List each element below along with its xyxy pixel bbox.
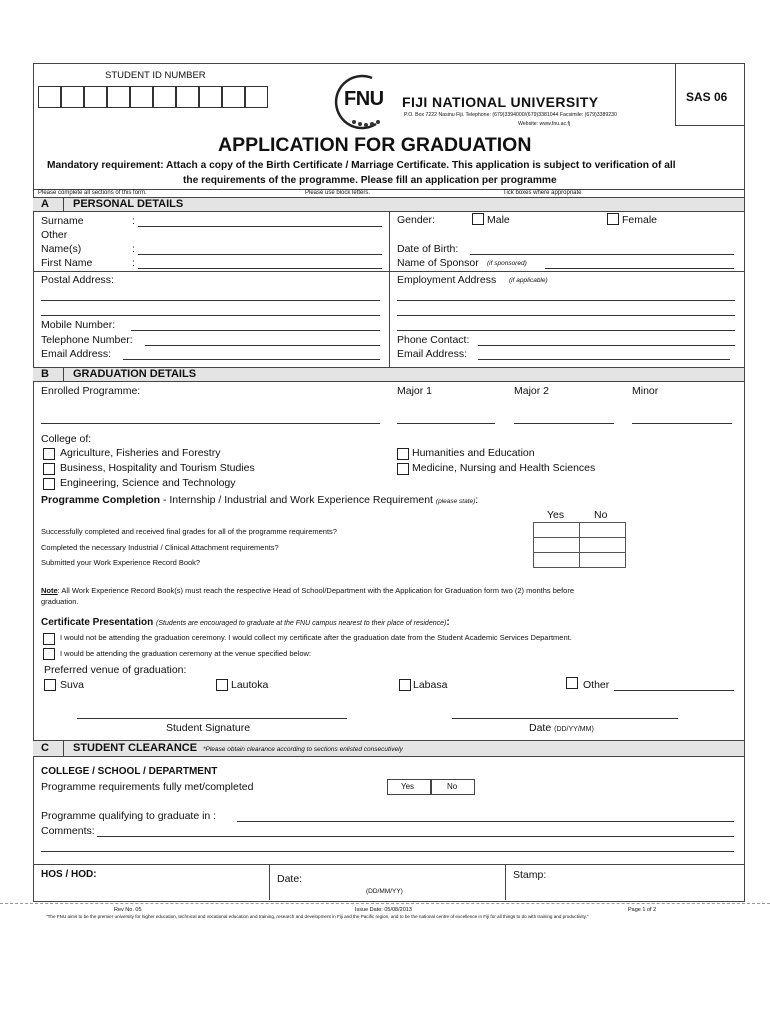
comments-field-2[interactable] (41, 851, 734, 852)
employment-address-label: Employment Address (397, 274, 497, 286)
cert-option: I would be attending the graduation ceremony at the venue specified below: (60, 649, 312, 658)
issue-date: Issue Date: 05/08/2013 (355, 907, 412, 913)
college-checkbox[interactable] (43, 448, 55, 460)
mobile-field[interactable] (131, 330, 380, 331)
date-label (529, 722, 594, 734)
mandatory-line2: the requirements of the programme. Please fill an application per programme (183, 175, 557, 186)
yes-cell[interactable] (534, 538, 580, 553)
venue-checkbox[interactable] (399, 679, 411, 691)
major2-label: Major 2 (514, 385, 550, 397)
sponsor-label: Name of Sponsor (397, 257, 479, 269)
requirements-label: Programme requirements fully met/completed (41, 781, 254, 793)
section-title: GRADUATION DETAILS (73, 368, 197, 380)
colon: : (132, 243, 135, 255)
student-id-label: STUDENT ID NUMBER (105, 70, 206, 81)
comments-label: Comments: (41, 825, 95, 837)
telephone-field[interactable] (145, 345, 380, 346)
university-name: FIJI NATIONAL UNIVERSITY (402, 94, 599, 110)
email2-label: Email Address: (397, 348, 468, 360)
id-digit-box[interactable] (245, 86, 268, 108)
divider (63, 368, 64, 381)
id-digit-box[interactable] (222, 86, 245, 108)
hos-date-label: Date: (277, 873, 303, 885)
major1-label: Major 1 (397, 385, 433, 397)
instruction-tick-boxes: Tick boxes where appropriate (503, 190, 582, 196)
venue-option: Labasa (413, 679, 448, 691)
enrolled-programme-label: Enrolled Programme: (41, 385, 141, 397)
college-option: Business, Hospitality and Tourism Studies (60, 462, 255, 474)
no-header: No (594, 509, 608, 521)
completion-rest: - Internship / Industrial and Work Experience Requirement (160, 494, 433, 506)
instruction-complete: Please complete all sections of this form. (38, 190, 147, 196)
stamp-label: Stamp: (513, 869, 547, 881)
other-names-label: Name(s) (41, 243, 82, 255)
id-digit-box[interactable] (61, 86, 84, 108)
completion-note: (please state) (435, 498, 476, 505)
date-text: Date (529, 722, 552, 734)
completion-question: Submitted your Work Experience Record Book? (41, 558, 201, 567)
divider (33, 864, 744, 865)
section-letter: C (41, 742, 49, 754)
divider (63, 741, 64, 756)
completion-table (533, 522, 626, 568)
signature-label: Student Signature (166, 722, 251, 734)
sponsor-note: (if sponsored) (487, 260, 527, 267)
fnu-abbrev: FNU (344, 88, 384, 110)
phone-contact-label: Phone Contact: (397, 334, 470, 346)
column-divider (389, 212, 390, 367)
cert-option-checkbox[interactable] (43, 648, 55, 660)
college-school-label: COLLEGE / SCHOOL / DEPARTMENT (41, 766, 218, 777)
section-c-note: *Please obtain clearance according to sections enlisted consecutively (203, 746, 403, 753)
divider (505, 864, 506, 900)
first-name-label: First Name (41, 257, 93, 269)
clear-yes-label: Yes (401, 782, 415, 791)
qualifying-field[interactable] (237, 821, 734, 822)
mandatory-line1: Mandatory requirement: Attach a copy of the Birth Certificate / Marriage Certificate. This application is subject to verification of all (47, 160, 676, 171)
yes-header: Yes (547, 509, 565, 521)
college-of-label: College of: (41, 433, 92, 445)
id-digit-box[interactable] (130, 86, 153, 108)
colon: : (132, 257, 135, 269)
surname-field[interactable] (138, 226, 382, 227)
vision-statement: "The FNU aims to be the premier university for higher education, technical and vocational education and training, research and development in Fiji and the Pacific region, and to be the national centre of excellence in Fiji for all things to do with training and productivity." (46, 914, 589, 919)
dob-label: Date of Birth: (397, 243, 459, 255)
major2-field[interactable] (514, 423, 614, 424)
comments-field[interactable] (97, 836, 734, 837)
venue-option: Other (583, 679, 610, 691)
other-venue-field[interactable] (614, 690, 734, 691)
cert-note: (Students are encouraged to graduate at the FNU campus nearest to their place of residence) (156, 620, 447, 627)
employment-address-line[interactable] (397, 300, 735, 301)
code-divider (675, 63, 676, 125)
clear-no-box[interactable] (430, 779, 475, 795)
hos-date-format: (DD/MM/YY) (366, 888, 403, 895)
college-checkbox[interactable] (43, 463, 55, 475)
qualifying-label: Programme qualifying to graduate in : (41, 810, 217, 822)
divider (269, 864, 270, 900)
id-digit-box[interactable] (107, 86, 130, 108)
form-code: SAS 06 (686, 90, 728, 104)
email-label: Email Address: (41, 348, 112, 360)
id-digit-box[interactable] (84, 86, 107, 108)
id-digit-box[interactable] (38, 86, 61, 108)
no-cell[interactable] (580, 523, 626, 538)
minor-label: Minor (632, 385, 659, 397)
certificate-presentation-heading: Certificate Presentation (Students are encouraged to graduate at the FNU campus nearest to their place of residence): (41, 617, 450, 628)
clear-no-label: No (447, 782, 458, 791)
venue-checkbox[interactable] (44, 679, 56, 691)
no-cell[interactable] (580, 553, 626, 568)
university-website: Website: www.fnu.ac.fj (518, 121, 571, 127)
employment-address-line[interactable] (397, 330, 735, 331)
venue-checkbox[interactable] (216, 679, 228, 691)
venue-label: Preferred venue of graduation: (44, 664, 187, 676)
note-text (41, 586, 574, 595)
venue-checkbox[interactable] (566, 677, 578, 689)
no-cell[interactable] (580, 538, 626, 553)
postal-address-label: Postal Address: (41, 274, 114, 286)
yes-cell[interactable] (534, 523, 580, 538)
male-checkbox[interactable] (472, 213, 484, 225)
cert-bold: Certificate Presentation (41, 617, 154, 628)
other-names-field[interactable] (138, 254, 382, 255)
id-digit-box[interactable] (199, 86, 222, 108)
email2-field[interactable] (478, 359, 730, 360)
female-checkbox[interactable] (607, 213, 619, 225)
venue-option: Lautoka (231, 679, 269, 691)
date-format: (DD/YY/MM) (554, 726, 594, 733)
male-label: Male (487, 214, 510, 226)
signature-line[interactable] (77, 718, 347, 719)
section-a-header (33, 197, 744, 212)
divider (63, 198, 64, 211)
postal-address-line[interactable] (41, 300, 380, 301)
college-option: Medicine, Nursing and Health Sciences (412, 462, 596, 474)
page-title: APPLICATION FOR GRADUATION (218, 134, 532, 156)
code-divider-bottom (675, 125, 744, 126)
completion-bold: Programme Completion (41, 494, 161, 506)
enrolled-programme-field[interactable] (41, 423, 380, 424)
venue-option: Suva (60, 679, 84, 691)
employment-address-line[interactable] (397, 315, 735, 316)
other-label: Other (41, 229, 68, 241)
university-address: P.O. Box 7222 Nasinu Fiji. Telephone: (679)3394000/(679)3381044 Facsimile: (679)3389230 (404, 112, 617, 118)
note-body: : All Work Experience Record Book(s) must reach the respective Head of School/Department with the Application for Graduation form two (2) months before (57, 586, 575, 595)
email-field[interactable] (123, 359, 380, 360)
clear-yes-box[interactable] (387, 779, 432, 795)
programme-completion-heading: Programme Completion - Internship / Industrial and Work Experience Requirement (please state): (41, 494, 479, 506)
college-checkbox[interactable] (397, 448, 409, 460)
note-text-2: graduation. (41, 597, 79, 606)
id-digit-box[interactable] (176, 86, 199, 108)
female-label: Female (622, 214, 658, 226)
instruction-block-letters: Please use block letters. (305, 190, 371, 196)
note-label: Note (41, 586, 58, 595)
section-letter: A (41, 198, 49, 210)
completion-question: Successfully completed and received final grades for all of the programme requirements? (41, 527, 337, 536)
completion-question: Completed the necessary Industrial / Clinical Attachment requirements? (41, 543, 279, 552)
college-option: Agriculture, Fisheries and Forestry (60, 447, 221, 459)
page-number: Page 1 of 2 (628, 907, 657, 913)
employment-note: (if applicable) (509, 277, 548, 284)
id-digit-box[interactable] (153, 86, 176, 108)
hos-label: HOS / HOD: (41, 869, 97, 880)
cert-option-checkbox[interactable] (43, 633, 55, 645)
college-checkbox[interactable] (43, 478, 55, 490)
major1-field[interactable] (397, 423, 495, 424)
section-title: PERSONAL DETAILS (73, 198, 184, 210)
college-option: Engineering, Science and Technology (60, 477, 236, 489)
section-title: STUDENT CLEARANCE (73, 742, 198, 754)
dob-field[interactable] (470, 254, 734, 255)
divider (33, 271, 744, 272)
section-c-header (33, 740, 744, 757)
footer-divider (0, 903, 770, 904)
college-option: Humanities and Education (412, 447, 535, 459)
postal-address-line[interactable] (41, 315, 380, 316)
college-checkbox[interactable] (397, 463, 409, 475)
revision-number: Rev No. 05 (114, 907, 142, 913)
gender-label: Gender: (397, 214, 435, 226)
phone-contact-field[interactable] (478, 345, 735, 346)
minor-field[interactable] (632, 423, 732, 424)
mobile-label: Mobile Number: (41, 319, 116, 331)
cert-option: I would not be attending the graduation ceremony. I would collect my certificate after the graduation date from the Student Academic Services Department. (60, 633, 572, 642)
telephone-label: Telephone Number: (41, 334, 133, 346)
colon: : (132, 215, 135, 227)
surname-label: Surname (41, 215, 84, 227)
date-line[interactable] (452, 718, 678, 719)
yes-cell[interactable] (534, 553, 580, 568)
section-letter: B (41, 368, 49, 380)
sponsor-field[interactable] (545, 268, 734, 269)
section-b-header (33, 367, 744, 382)
first-name-field[interactable] (138, 268, 382, 269)
